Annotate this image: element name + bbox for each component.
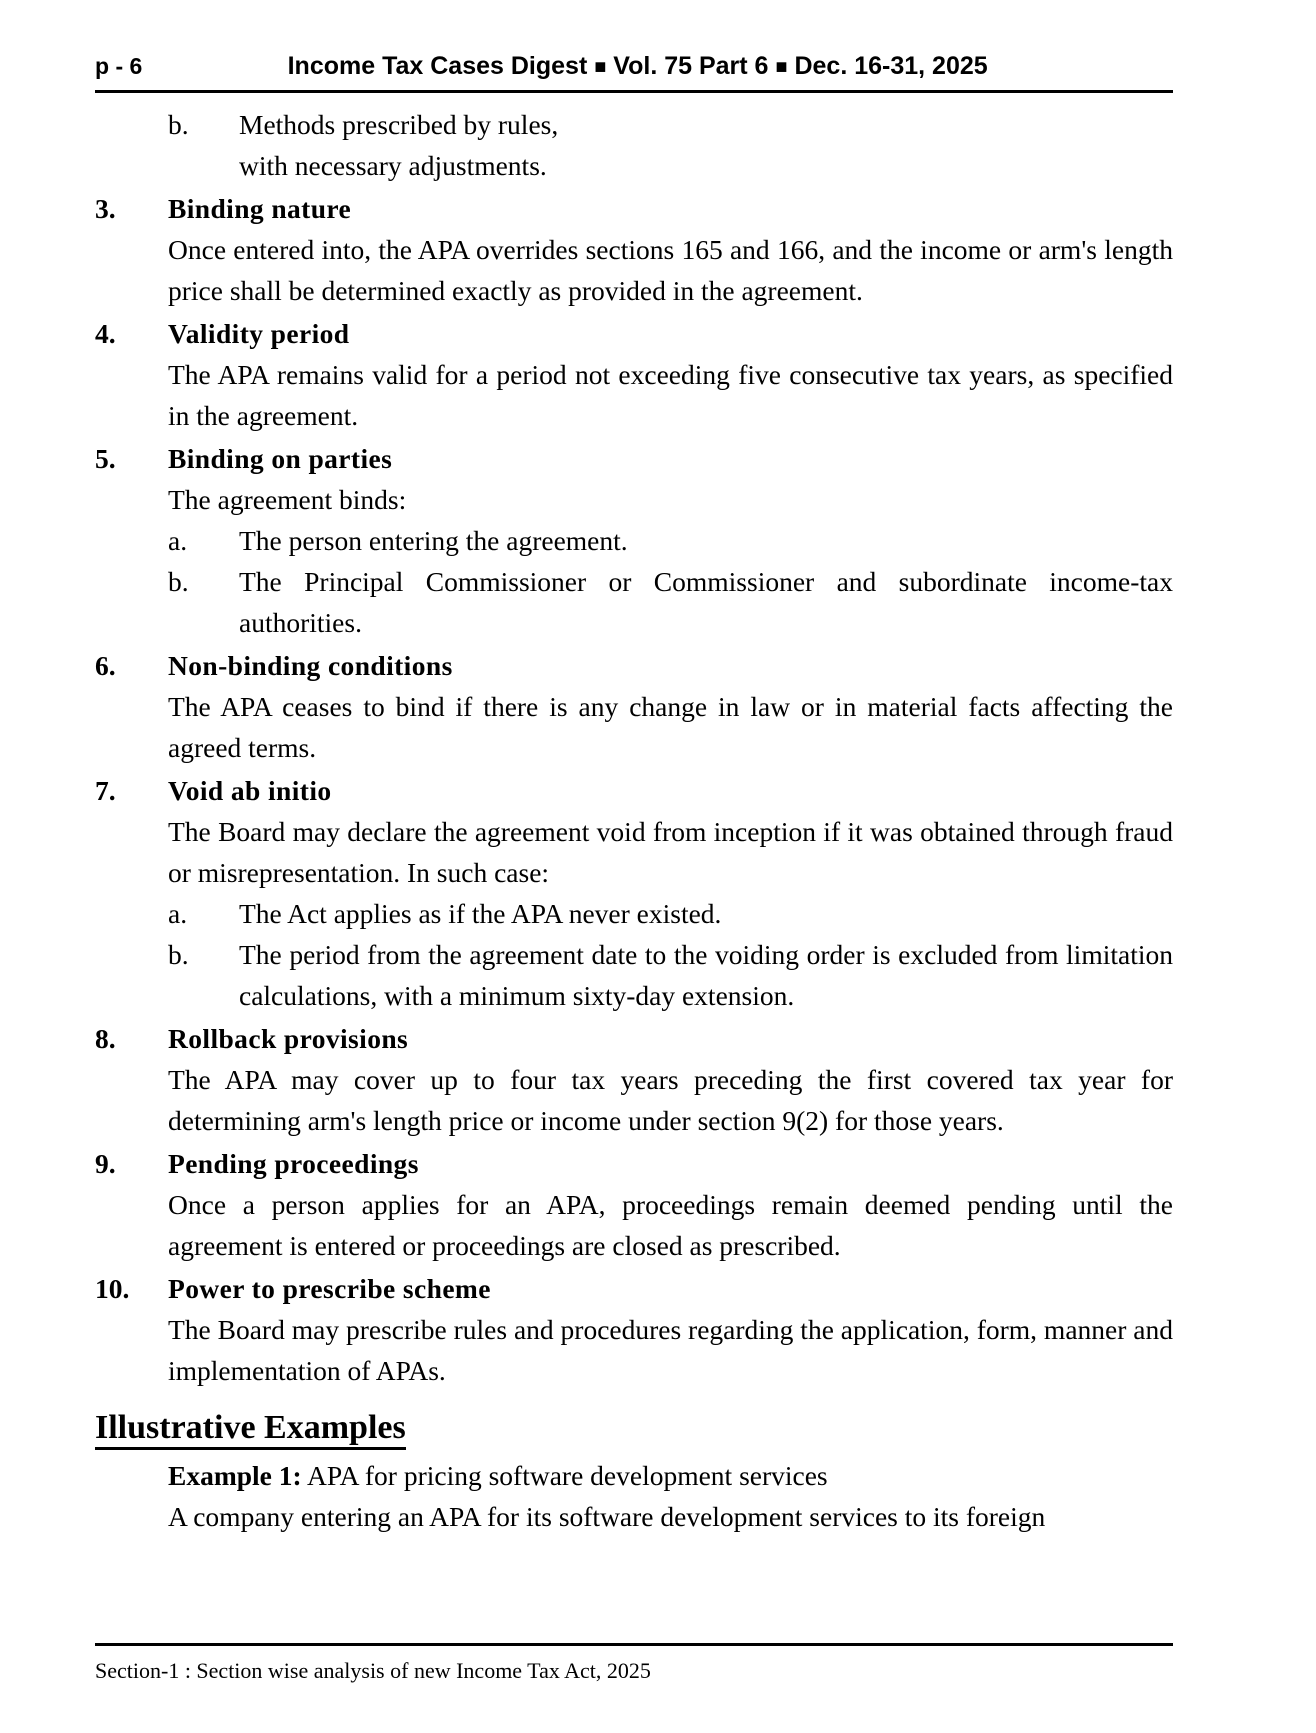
list-item-continuation: with necessary adjustments.	[239, 150, 547, 181]
clause-body-8: The APA may cover up to four tax years preceding the first covered tax year for determining arm's length price or income under section 9(2) for those years.	[168, 1064, 1173, 1136]
footer-divider	[95, 1643, 1173, 1646]
section-heading-text: Illustrative Examples	[95, 1409, 406, 1450]
list-item-letter: a.	[168, 898, 188, 929]
header-title-volume: Vol. 75 Part 6	[613, 52, 769, 80]
clause-heading-9	[95, 1143, 1173, 1184]
clause-number: 10.	[95, 1273, 130, 1304]
clause-body-10: The Board may prescribe rules and procedures regarding the application, form, manner and implementation of APAs.	[168, 1314, 1173, 1386]
header-divider	[95, 90, 1173, 93]
section-heading-illustrative-examples	[95, 1405, 1173, 1451]
page-folio: p - 6	[95, 53, 143, 79]
clause-title: Power to prescribe scheme	[168, 1273, 491, 1304]
list-item-letter: a.	[168, 525, 188, 556]
clause-number: 8.	[95, 1023, 116, 1054]
clause-body-4: The APA remains valid for a period not exceeding five consecutive tax years, as specified in the agreement.	[168, 359, 1173, 431]
clause-number: 5.	[95, 443, 116, 474]
clause-title: Rollback provisions	[168, 1023, 409, 1054]
clause-heading-8	[95, 1018, 1173, 1059]
running-head	[95, 52, 1173, 94]
list-item-letter: b.	[168, 939, 189, 970]
clause-heading-3	[95, 188, 1173, 229]
square-bullet-icon: ■	[775, 56, 788, 78]
clause-title: Pending proceedings	[168, 1148, 419, 1179]
clause-heading-4	[95, 313, 1173, 354]
example-body: A company entering an APA for its software development services to its foreign	[168, 1501, 1046, 1532]
clause-title: Validity period	[168, 318, 350, 349]
clause-body-7: The Board may declare the agreement void from inception if it was obtained through fraud or misrepresentation. In such case:	[168, 816, 1173, 888]
clause-number: 6.	[95, 650, 116, 681]
clause-heading-5	[95, 438, 1173, 479]
header-title-publication: Income Tax Cases Digest	[287, 52, 588, 80]
clause-title: Binding on parties	[168, 443, 393, 474]
header-title-date: Dec. 16-31, 2025	[794, 52, 988, 80]
clause-number: 3.	[95, 193, 116, 224]
list-item-text: The person entering the agreement.	[239, 525, 628, 556]
list-item	[168, 520, 1173, 561]
list-item-letter: b.	[168, 566, 189, 597]
list-item-text: The period from the agreement date to the voiding order is excluded from limitation calculations, with a minimum sixty-day extension.	[239, 939, 1173, 1011]
example-label: Example 1:	[168, 1460, 302, 1491]
list-item	[168, 104, 1173, 145]
clause-body-3: Once entered into, the APA overrides sections 165 and 166, and the income or arm's length price shall be determined exactly as provided in the agreement.	[168, 234, 1173, 306]
list-item-text: Methods prescribed by rules,	[239, 109, 559, 140]
clause-body-9: Once a person applies for an APA, proceedings remain deemed pending until the agreement is entered or proceedings are closed as prescribed.	[168, 1189, 1173, 1261]
example-title: APA for pricing software development services	[301, 1460, 828, 1491]
list-item-letter: b.	[168, 109, 189, 140]
list-item	[168, 561, 1173, 643]
clause-heading-6	[95, 645, 1173, 686]
clause-heading-7	[95, 770, 1173, 811]
clause-heading-10	[95, 1268, 1173, 1309]
clause-body-5: The agreement binds:	[168, 484, 407, 515]
clause-title: Binding nature	[168, 193, 352, 224]
clause-title: Void ab initio	[168, 775, 332, 806]
clause-body-6: The APA ceases to bind if there is any change in law or in material facts affecting the agreed terms.	[168, 691, 1173, 763]
clause-number: 9.	[95, 1148, 116, 1179]
footer-text: Section-1 : Section wise analysis of new Income Tax Act, 2025	[95, 1658, 651, 1683]
list-item	[168, 934, 1173, 1016]
example-title-line	[168, 1455, 1173, 1496]
clause-number: 7.	[95, 775, 116, 806]
page-content	[95, 104, 1173, 1537]
list-item	[168, 893, 1173, 934]
list-item-text: The Principal Commissioner or Commissioner and subordinate income-tax authorities.	[239, 566, 1173, 638]
list-item-text: The Act applies as if the APA never existed.	[239, 898, 722, 929]
header-title	[142, 52, 1173, 81]
square-bullet-icon: ■	[594, 56, 607, 78]
clause-title: Non-binding conditions	[168, 650, 453, 681]
clause-number: 4.	[95, 318, 116, 349]
